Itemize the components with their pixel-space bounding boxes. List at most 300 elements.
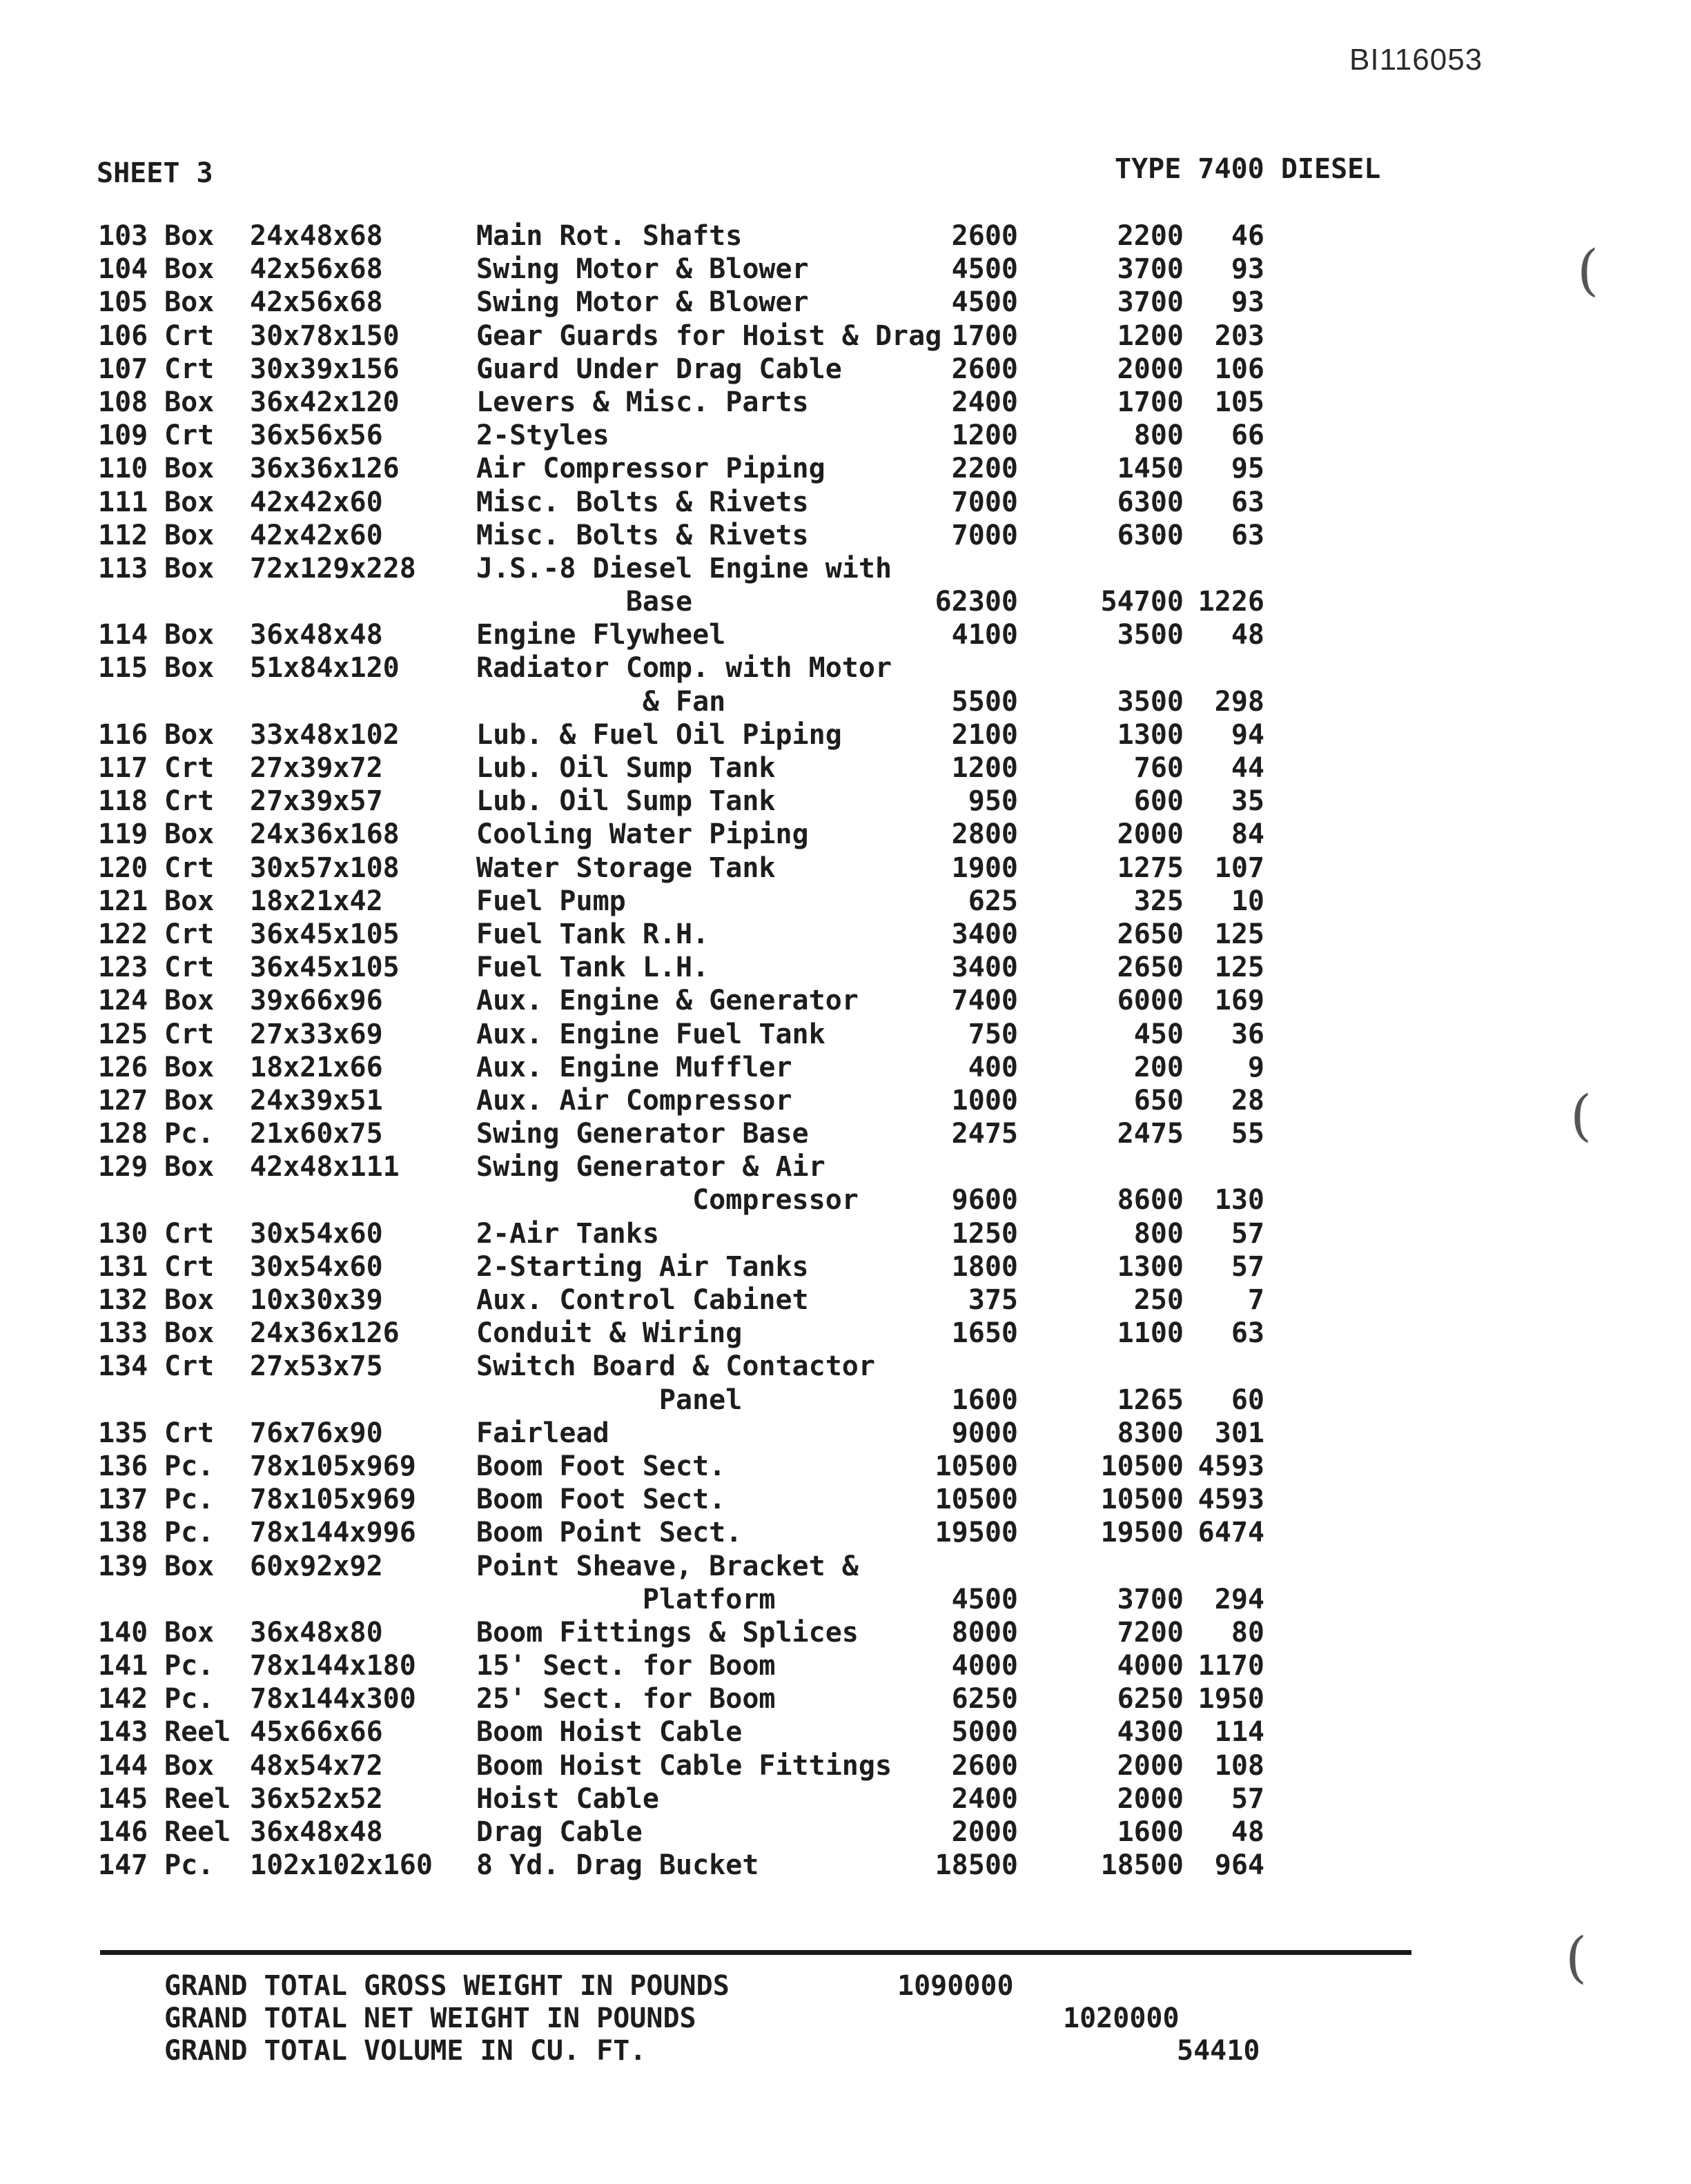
gross-weight: 3400 [951,952,1018,984]
gross-weight: 8000 [951,1616,1018,1649]
package-type: Box [164,220,215,252]
item-number: 139 [98,1550,148,1582]
gross-weight: 1600 [951,1384,1018,1416]
document-id: BI116053 [1349,43,1483,77]
description: Swing Motor & Blower [476,286,809,319]
table-row [0,1749,1691,1782]
volume: 1950 [1198,1683,1264,1715]
net-weight: 600 [1133,785,1184,818]
package-type: Pc. [164,1450,215,1482]
volume: 1226 [1198,586,1264,618]
item-number: 118 [98,785,148,818]
item-number: 108 [98,386,148,418]
item-number: 111 [98,486,148,518]
gross-weight: 9600 [951,1184,1018,1217]
dimensions: 36x42x120 [250,386,400,418]
dimensions: 30x39x156 [250,353,400,385]
dimensions: 24x48x68 [250,220,383,252]
margin-mark: ( [1577,238,1599,302]
gross-weight: 750 [968,1018,1018,1050]
description: Guard Under Drag Cable [476,353,842,385]
description: Levers & Misc. Parts [476,386,809,418]
description: Boom Point Sect. [476,1517,743,1549]
net-weight: 3500 [1117,619,1184,651]
description: Lub. Oil Sump Tank [476,785,776,818]
item-number: 115 [98,652,148,685]
gross-weight: 3400 [951,918,1018,950]
table-row [0,353,1691,386]
description: Hoist Cable [476,1782,659,1815]
table-row [0,1183,1691,1217]
item-number: 109 [98,420,148,452]
net-weight: 54700 [1100,586,1184,618]
item-number: 132 [98,1284,148,1316]
table-row [0,852,1691,885]
margin-mark: ( [1570,1083,1592,1148]
description: Engine Flywheel [476,619,726,651]
package-type: Crt [164,1217,215,1250]
package-type: Box [164,1284,215,1316]
volume: 84 [1231,818,1264,851]
package-type: Box [164,1616,215,1649]
volume: 294 [1214,1583,1264,1615]
net-weight: 6300 [1117,519,1184,551]
package-type: Crt [164,1250,215,1283]
volume: 6474 [1198,1517,1264,1549]
dimensions: 30x78x150 [250,319,400,352]
item-number: 117 [98,752,148,784]
table-row [0,1417,1691,1450]
table-row [0,1583,1691,1616]
totals-divider [100,1950,1411,1955]
description: Aux. Air Compressor [476,1084,792,1116]
package-type: Crt [164,353,215,385]
table-row [0,419,1691,452]
dimensions: 42x42x60 [250,519,383,551]
gross-weight: 5500 [951,685,1018,718]
dimensions: 27x39x57 [250,785,383,818]
net-weight: 1300 [1117,1250,1184,1283]
package-type: Reel [164,1816,231,1848]
package-type: Crt [164,1417,215,1449]
table-row [0,1350,1691,1383]
dimensions: 30x54x60 [250,1250,383,1283]
description: 2-Air Tanks [476,1217,659,1250]
gross-weight: 5000 [951,1716,1018,1749]
dimensions: 27x53x75 [250,1350,383,1383]
table-row [0,951,1691,984]
package-type: Box [164,519,215,551]
package-type: Crt [164,752,215,784]
volume: 10 [1231,885,1264,917]
gross-weight: 2600 [951,353,1018,385]
dimensions: 30x54x60 [250,1217,383,1250]
gross-total-value: 1090000 [897,1970,1014,2002]
net-weight: 650 [1133,1084,1184,1116]
dimensions: 36x36x126 [250,453,400,485]
package-type: Crt [164,952,215,984]
package-type: Crt [164,319,215,352]
volume: 1170 [1198,1650,1264,1682]
item-number: 137 [98,1484,148,1516]
gross-weight: 1200 [951,752,1018,784]
net-weight: 1450 [1117,453,1184,485]
dimensions: 36x56x56 [250,420,383,452]
table-row [0,885,1691,918]
table-row [0,1682,1691,1715]
volume: 169 [1214,985,1264,1017]
package-type: Box [164,486,215,518]
dimensions: 76x76x90 [250,1417,383,1449]
description: Lub. Oil Sump Tank [476,752,776,784]
dimensions: 51x84x120 [250,652,400,685]
gross-weight: 19500 [935,1517,1018,1549]
description: Radiator Comp. with Motor [476,652,892,685]
description: 2-Starting Air Tanks [476,1250,809,1283]
description: Boom Foot Sect. [476,1484,726,1516]
item-number: 112 [98,519,148,551]
dimensions: 24x36x126 [250,1317,400,1350]
type-label: TYPE 7400 DIESEL [1115,153,1381,185]
package-type: Box [164,1084,215,1116]
dimensions: 102x102x160 [250,1849,433,1882]
volume: 57 [1231,1250,1264,1283]
gross-weight: 2400 [951,386,1018,418]
net-weight: 10500 [1100,1484,1184,1516]
net-weight: 19500 [1100,1517,1184,1549]
description: Conduit & Wiring [476,1317,743,1350]
gross-total-label: GRAND TOTAL GROSS WEIGHT IN POUNDS [164,1970,730,2002]
package-type: Box [164,286,215,319]
package-type: Box [164,253,215,286]
package-type: Crt [164,1018,215,1050]
gross-weight: 2400 [951,1782,1018,1815]
package-type: Pc. [164,1484,215,1516]
margin-mark: ( [1565,1925,1587,1989]
item-number: 113 [98,552,148,584]
volume: 66 [1231,420,1264,452]
package-type: Box [164,1051,215,1083]
table-row [0,984,1691,1017]
table-row [0,1649,1691,1682]
description: Air Compressor Piping [476,453,825,485]
net-weight: 8600 [1117,1184,1184,1217]
description: Point Sheave, Bracket & [476,1550,859,1582]
gross-weight: 2800 [951,818,1018,851]
package-type: Box [164,1151,215,1183]
net-weight: 3500 [1117,685,1184,718]
volume: 60 [1231,1384,1264,1416]
item-number: 130 [98,1217,148,1250]
dimensions: 18x21x42 [250,885,383,917]
description: Swing Generator Base [476,1118,809,1150]
description: Main Rot. Shafts [476,220,743,252]
table-row [0,1217,1691,1250]
description: Base [476,586,693,618]
package-type: Box [164,386,215,418]
table-row [0,1150,1691,1183]
net-weight: 8300 [1117,1417,1184,1449]
volume: 94 [1231,718,1264,751]
description: Boom Hoist Cable Fittings [476,1749,892,1782]
volume-total-label: GRAND TOTAL VOLUME IN CU. FT. [164,2035,647,2067]
table-row [0,818,1691,851]
gross-weight: 6250 [951,1683,1018,1715]
volume: 125 [1214,952,1264,984]
volume: 46 [1231,220,1264,252]
description: Panel [476,1384,743,1416]
dimensions: 36x45x105 [250,918,400,950]
gross-weight: 4500 [951,286,1018,319]
dimensions: 36x48x48 [250,1816,383,1848]
description: Fuel Tank R.H. [476,918,710,950]
volume: 48 [1231,1816,1264,1848]
dimensions: 36x45x105 [250,952,400,984]
volume: 57 [1231,1217,1264,1250]
gross-weight: 2600 [951,1749,1018,1782]
item-number: 135 [98,1417,148,1449]
dimensions: 36x48x80 [250,1616,383,1649]
gross-weight: 18500 [935,1849,1018,1882]
dimensions: 36x48x48 [250,619,383,651]
volume: 4593 [1198,1484,1264,1516]
gross-weight: 7400 [951,985,1018,1017]
net-weight: 1100 [1117,1317,1184,1350]
description: Boom Foot Sect. [476,1450,726,1482]
net-weight: 10500 [1100,1450,1184,1482]
net-total-label: GRAND TOTAL NET WEIGHT IN POUNDS [164,2003,696,2034]
volume: 80 [1231,1616,1264,1649]
net-total-value: 1020000 [1063,2003,1180,2034]
dimensions: 42x42x60 [250,486,383,518]
item-number: 145 [98,1782,148,1815]
description: Fuel Pump [476,885,626,917]
table-row [0,1084,1691,1117]
table-row [0,386,1691,419]
net-weight: 1265 [1117,1384,1184,1416]
dimensions: 45x66x66 [250,1716,383,1749]
net-weight: 325 [1133,885,1184,917]
description: Compressor [476,1184,859,1217]
item-number: 104 [98,253,148,286]
package-type: Pc. [164,1118,215,1150]
shipping-list [0,219,1691,1882]
dimensions: 78x144x996 [250,1517,416,1549]
dimensions: 21x60x75 [250,1118,383,1150]
item-number: 120 [98,852,148,884]
volume: 93 [1231,286,1264,319]
table-row [0,1450,1691,1483]
description: Lub. & Fuel Oil Piping [476,718,842,751]
gross-weight: 950 [968,785,1018,818]
volume: 9 [1247,1051,1264,1083]
table-row [0,785,1691,818]
description: Switch Board & Contactor [476,1350,875,1383]
dimensions: 27x39x72 [250,752,383,784]
item-number: 124 [98,985,148,1017]
item-number: 126 [98,1051,148,1083]
package-type: Box [164,718,215,751]
volume: 48 [1231,619,1264,651]
volume: 55 [1231,1118,1264,1150]
description: Misc. Bolts & Rivets [476,519,809,551]
package-type: Pc. [164,1683,215,1715]
gross-weight: 7000 [951,486,1018,518]
item-number: 143 [98,1716,148,1749]
package-type: Reel [164,1782,231,1815]
package-type: Pc. [164,1650,215,1682]
item-number: 128 [98,1118,148,1150]
item-number: 138 [98,1517,148,1549]
dimensions: 27x33x69 [250,1018,383,1050]
table-row [0,552,1691,585]
item-number: 121 [98,885,148,917]
dimensions: 33x48x102 [250,718,400,751]
gross-weight: 4500 [951,1583,1018,1615]
description: Gear Guards for Hoist & Drag [476,319,942,352]
description: Platform [476,1583,776,1615]
table-row [0,1816,1691,1849]
item-number: 106 [98,319,148,352]
gross-weight: 1800 [951,1250,1018,1283]
gross-weight: 2200 [951,453,1018,485]
net-weight: 2000 [1117,1749,1184,1782]
description: Cooling Water Piping [476,818,809,851]
table-row [0,319,1691,353]
item-number: 133 [98,1317,148,1350]
net-weight: 2475 [1117,1118,1184,1150]
net-weight: 18500 [1100,1849,1184,1882]
net-weight: 2650 [1117,918,1184,950]
item-number: 125 [98,1018,148,1050]
package-type: Box [164,1550,215,1582]
volume: 125 [1214,918,1264,950]
dimensions: 10x30x39 [250,1284,383,1316]
gross-weight: 1250 [951,1217,1018,1250]
table-row [0,685,1691,718]
volume-total-value: 54410 [1177,2035,1260,2067]
item-number: 107 [98,353,148,385]
gross-weight: 9000 [951,1417,1018,1449]
table-row [0,286,1691,319]
volume: 93 [1231,253,1264,286]
table-row [0,219,1691,253]
gross-weight: 10500 [935,1484,1018,1516]
description: 15' Sect. for Boom [476,1650,776,1682]
dimensions: 60x92x92 [250,1550,383,1582]
package-type: Reel [164,1716,231,1749]
gross-weight: 4000 [951,1650,1018,1682]
gross-weight: 4500 [951,253,1018,286]
package-type: Box [164,552,215,584]
description: Aux. Control Cabinet [476,1284,809,1316]
item-number: 141 [98,1650,148,1682]
volume: 36 [1231,1018,1264,1050]
dimensions: 48x54x72 [250,1749,383,1782]
net-weight: 3700 [1117,286,1184,319]
table-row [0,1782,1691,1816]
net-weight: 1600 [1117,1816,1184,1848]
dimensions: 18x21x66 [250,1051,383,1083]
description: Aux. Engine Fuel Tank [476,1018,825,1050]
volume: 35 [1231,785,1264,818]
dimensions: 36x52x52 [250,1782,383,1815]
dimensions: 24x36x168 [250,818,400,851]
item-number: 123 [98,952,148,984]
description: 8 Yd. Drag Bucket [476,1849,759,1882]
table-row [0,585,1691,618]
dimensions: 78x144x300 [250,1683,416,1715]
package-type: Box [164,1317,215,1350]
volume: 7 [1247,1284,1264,1316]
description: Fuel Tank L.H. [476,952,710,984]
description: Boom Fittings & Splices [476,1616,859,1649]
table-row [0,253,1691,286]
description: Fairlead [476,1417,609,1449]
gross-weight: 1900 [951,852,1018,884]
net-weight: 3700 [1117,1583,1184,1615]
net-weight: 1275 [1117,852,1184,884]
table-row [0,1317,1691,1350]
item-number: 116 [98,718,148,751]
table-row [0,751,1691,785]
table-row [0,1283,1691,1317]
dimensions: 72x129x228 [250,552,416,584]
table-row [0,1051,1691,1084]
net-weight: 800 [1133,1217,1184,1250]
gross-weight: 625 [968,885,1018,917]
item-number: 136 [98,1450,148,1482]
table-row [0,718,1691,751]
dimensions: 24x39x51 [250,1084,383,1116]
table-row [0,618,1691,651]
description: Drag Cable [476,1816,643,1848]
table-row [0,519,1691,552]
dimensions: 78x144x180 [250,1650,416,1682]
volume: 106 [1214,353,1264,385]
description: Aux. Engine Muffler [476,1051,792,1083]
volume: 964 [1214,1849,1264,1882]
volume: 63 [1231,486,1264,518]
description: J.S.-8 Diesel Engine with [476,552,892,584]
net-weight: 760 [1133,752,1184,784]
net-weight: 3700 [1117,253,1184,286]
net-weight: 1700 [1117,386,1184,418]
table-row [0,918,1691,951]
description: Water Storage Tank [476,852,776,884]
net-weight: 1200 [1117,319,1184,352]
item-number: 144 [98,1749,148,1782]
table-row [0,1516,1691,1549]
gross-weight: 62300 [935,586,1018,618]
net-weight: 1300 [1117,718,1184,751]
package-type: Box [164,985,215,1017]
gross-weight: 2100 [951,718,1018,751]
package-type: Box [164,453,215,485]
gross-weight: 4100 [951,619,1018,651]
table-row [0,1715,1691,1749]
net-weight: 4000 [1117,1650,1184,1682]
table-row [0,1250,1691,1283]
table-row [0,1550,1691,1583]
dimensions: 39x66x96 [250,985,383,1017]
package-type: Box [164,619,215,651]
net-weight: 6300 [1117,486,1184,518]
volume: 44 [1231,752,1264,784]
item-number: 131 [98,1250,148,1283]
package-type: Crt [164,785,215,818]
table-row [0,452,1691,485]
